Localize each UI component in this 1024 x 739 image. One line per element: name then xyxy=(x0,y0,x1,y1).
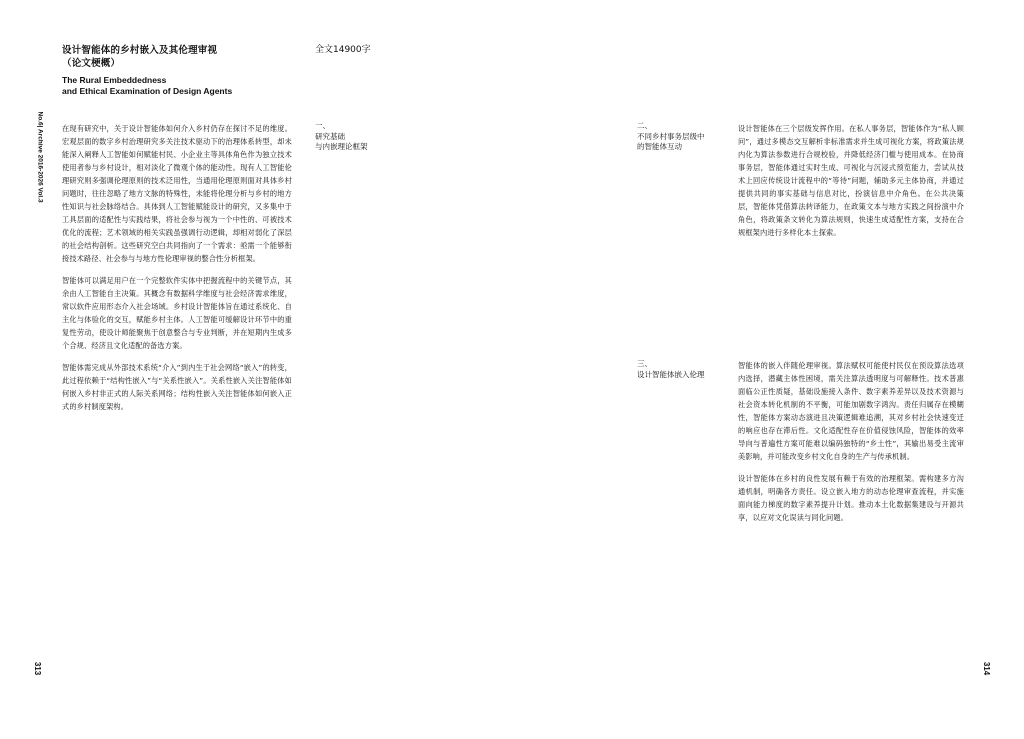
body-paragraph: 智能体需完成从外部技术系统“介入”到内生于社会网络“嵌入”的转变，此过程依赖于“结构性嵌入”与“关系性嵌入”。关系性嵌入关注智能体如何嵌入乡村非正式的人际关系网络；结构性嵌入关注智能体如何嵌入正式的乡村制度架构。 xyxy=(62,363,292,411)
section-title: 研究基础 xyxy=(315,131,345,141)
page-number-left: 313 xyxy=(33,661,43,676)
section-title: 不同乡村事务层级中 xyxy=(637,131,705,141)
side-label xyxy=(30,111,44,278)
side-label-text: No.6| Archive 2016-2026 Vol.3 xyxy=(36,111,44,203)
body-paragraph: 设计智能体在三个层级发挥作用。在私人事务层，智能体作为“私人顾问”，通过多模态交互解析非标准需求并生成可视化方案，将政策法规内化为算法参数进行合规校验，并降低经济门槛与使用成本。在协商事务层，智能体通过实时生成、可视化与沉浸式预览能力，尝试从技术上回应传统设计流程中的“等待”问题，辅助多元主体协商，并通过提供共同的事实基础与信息对比，扮演信息中介角色。在公共决策层，智能体凭借算法转译能力，在政策文本与地方实践之间扮演中介角色，将政策条文转化为算法规则，快速生成适配性方案，支持在合规框架内进行多样化本土探索。 xyxy=(738,124,964,237)
section-title: 与内嵌理论框架 xyxy=(315,142,368,151)
title-english xyxy=(62,75,232,97)
body-paragraph: 智能体的嵌入伴随伦理审视。算法赋权可能使村民仅在预设算法选项内选择，潜藏主体性困境，需关注算法透明度与可解释性。技术普惠面临公正性质疑，基础设施接入条件、数字素养差异以及技术资源与社会资本转化机制的不平衡，可能加剧数字鸿沟。责任归属存在模糊性，智能体方案动态演进且决策逻辑难追溯，其对乡村社会快速变迁的响应也存在滞后性。文化适配性存在价值侵蚀风险，智能体的效率导向与普遍性方案可能难以编码独特的“乡土性”，其输出易受主流审美影响，并可能改变乡村文化自身的生产与传承机制。 xyxy=(738,361,964,461)
left-body-column xyxy=(62,122,292,422)
section-number: 三、 xyxy=(637,359,652,368)
section-heading-1 xyxy=(315,121,435,153)
page-number-right: 314 xyxy=(982,661,992,676)
section-3-body xyxy=(738,359,964,533)
section-title: 设计智能体嵌入伦理 xyxy=(637,369,705,379)
section-number: 二、 xyxy=(637,121,652,130)
body-paragraph: 设计智能体在乡村的良性发展有赖于有效的治理框架。需构建多方沟通机制，明确各方责任。设立嵌入地方的动态伦理审查流程，并实施面向能力梯度的数字素养提升计划。推动本土化数据集建设与开源共享，以应对文化误读与同化问题。 xyxy=(738,474,964,522)
title-chinese-line1: 设计智能体的乡村嵌入及其伦理审视 xyxy=(62,45,218,56)
section-heading-3 xyxy=(637,359,732,380)
body-paragraph: 在现有研究中，关于设计智能体如何介入乡村仍存在探讨不足的维度。宏观层面的数字乡村治理研究多关注技术驱动下的治理体系转型，却未能深入阐释人工智能如何赋能村民、小企业主等具体角色作为独立技术使用者参与乡村设计，相对淡化了微观个体的能动性。现有人工智能伦理研究则多强调伦理原则的技术泛用性，当通用伦理原则面对具体乡村问题时，往往忽略了地方文脉的特殊性，未能将伦理分析与乡村的地方性知识与社会脉络结合。具体到人工智能赋能设计的研究，又多集中于工具层面的适配性与实践结果，将社会参与视为一个中性的、可被技术优化的流程；艺术领域的相关实践虽强调行动逻辑，却相对弱化了深层的社会结构剖析。这些研究空白共同指向了一个需求：亟需一个能够衔接技术路径、社会参与与地方性伦理审视的整合性分析框架。 xyxy=(62,124,292,263)
body-paragraph: 智能体可以满足用户在一个完整软件实体中把握流程中的关键节点，其余由人工智能自主决策。其概念有数据科学维度与社会经济需求维度，常以软件应用形态介入社会场域。乡村设计智能体旨在通过系统化、自主化与体验化的交互，赋能乡村主体。人工智能可缓解设计环节中的重复性劳动，使设计师能聚焦于创意整合与专业判断，并在短期内生成多个合规、经济且文化适配的备选方案。 xyxy=(62,276,292,350)
section-number: 一、 xyxy=(315,121,330,130)
title-english-line1: The Rural Embeddedness xyxy=(62,75,167,85)
title-chinese-line2: （论文梗概） xyxy=(62,58,121,69)
word-count: 全文14900字 xyxy=(315,45,371,55)
section-2-body xyxy=(738,122,964,248)
section-title: 的智能体互动 xyxy=(637,142,682,151)
section-heading-2 xyxy=(637,121,732,153)
title-chinese xyxy=(62,44,217,70)
title-english-line2: and Ethical Examination of Design Agents xyxy=(62,86,233,96)
